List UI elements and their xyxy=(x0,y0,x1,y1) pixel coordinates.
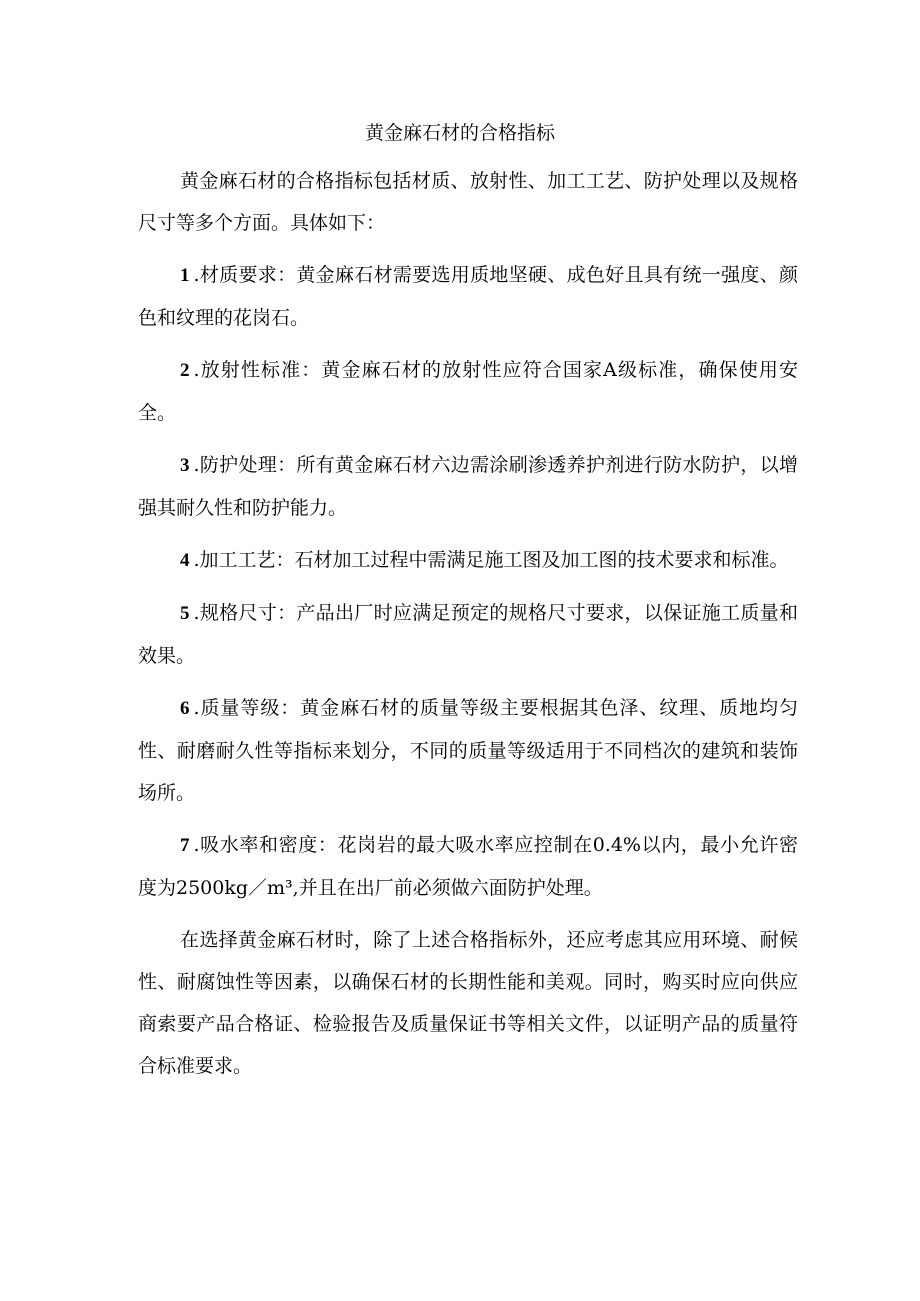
item-number: 7 xyxy=(180,835,190,856)
list-item-3 xyxy=(138,444,798,529)
item-number: 3 xyxy=(180,455,190,476)
list-item-2 xyxy=(138,349,798,434)
item-text: .防护处理：所有黄金麻石材六边需涂刷渗透养护剂进行防水防护，以增强其耐久性和防护能力。 xyxy=(138,454,798,519)
item-number: 6 xyxy=(180,698,190,719)
list-item-1 xyxy=(138,254,798,339)
list-item-5 xyxy=(138,592,798,677)
item-number: 5 xyxy=(180,603,190,624)
list-item-4 xyxy=(138,539,798,582)
item-text: .放射性标准：黄金麻石材的放射性应符合国家A级标准，确保使用安全。 xyxy=(138,359,798,424)
intro-paragraph: 黄金麻石材的合格指标包括材质、放射性、加工工艺、防护处理以及规格尺寸等多个方面。具体如下： xyxy=(138,170,798,234)
item-text: .加工工艺：石材加工过程中需满足施工图及加工图的技术要求和标准。 xyxy=(193,549,789,571)
item-number: 2 xyxy=(180,360,190,381)
item-text: .吸水率和密度：花岗岩的最大吸水率应控制在0.4%以内，最小允许密度为2500kg／m³,并且在出厂前必须做六面防护处理。 xyxy=(138,834,798,899)
list-item-6 xyxy=(138,687,798,814)
item-text: .质量等级：黄金麻石材的质量等级主要根据其色泽、纹理、质地均匀性、耐磨耐久性等指标来划分，不同的质量等级适用于不同档次的建筑和装饰场所。 xyxy=(138,697,798,804)
item-text: .规格尺寸：产品出厂时应满足预定的规格尺寸要求，以保证施工质量和效果。 xyxy=(138,602,798,667)
item-number: 1 xyxy=(180,265,190,286)
list-item-7 xyxy=(138,824,798,909)
document-body xyxy=(138,160,798,1097)
item-number: 4 xyxy=(180,550,190,571)
conclusion-paragraph: 在选择黄金麻石材时，除了上述合格指标外，还应考虑其应用环境、耐候性、耐腐蚀性等因素，以确保石材的长期性能和美观。同时，购买时应向供应商索要产品合格证、检验报告及质量保证书等相关文件，以证明产品的质量符合标准要求。 xyxy=(138,929,798,1077)
document-title: 黄金麻石材的合格指标 xyxy=(364,122,555,144)
item-text: .材质要求：黄金麻石材需要选用质地坚硬、成色好且具有统一强度、颜色和纹理的花岗石。 xyxy=(138,264,798,329)
